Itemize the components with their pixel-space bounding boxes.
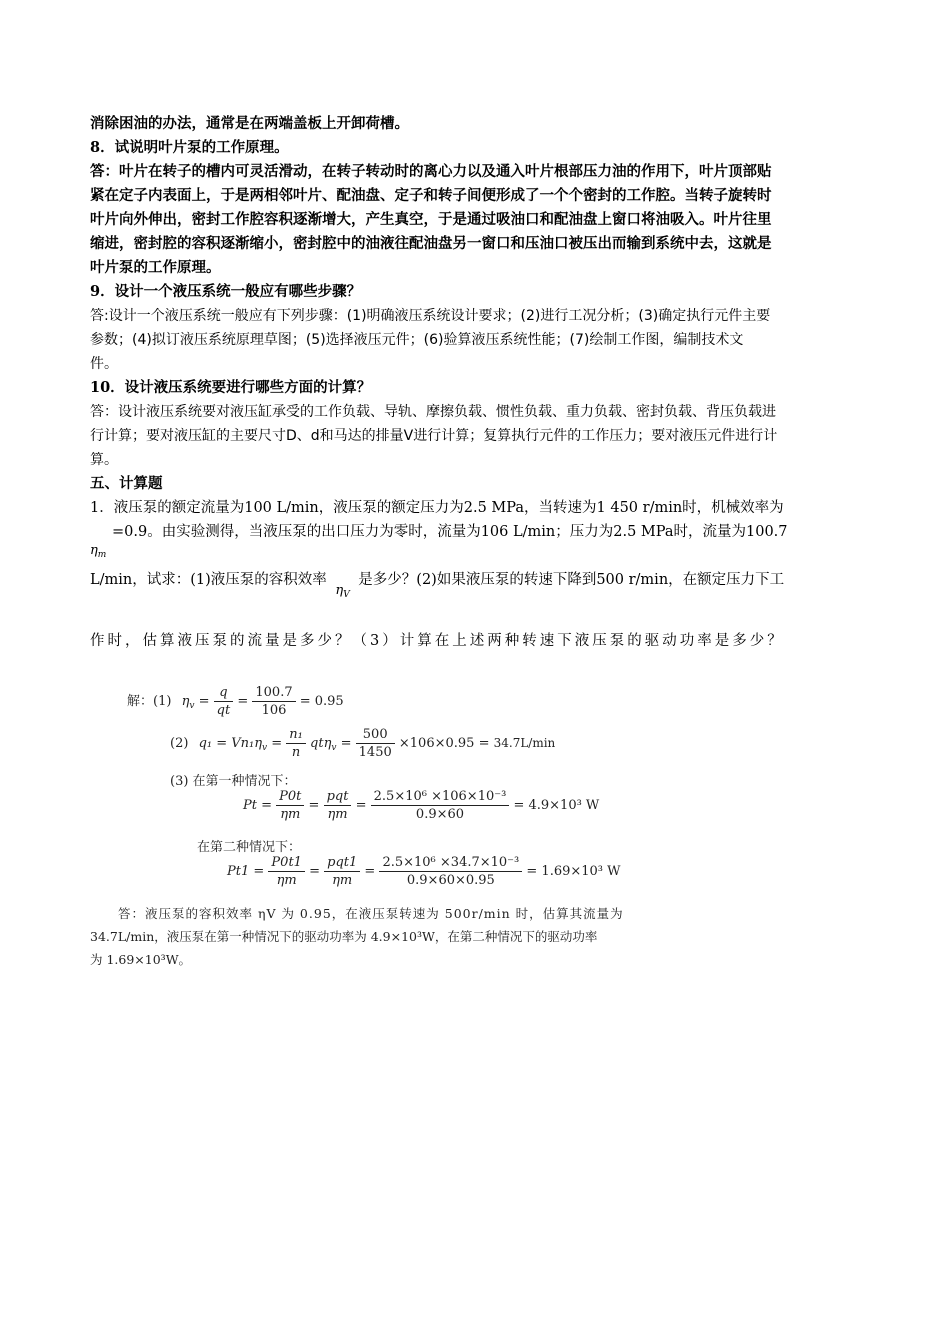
problem-1-line: L/min，试求：(1)液压泵的容积效率 $\eta_V$ 是多少？(2)如果液压泵的转速下降到500 r/min，在额定压力下工 (90, 568, 862, 607)
answer-8-line: 叶片向外伸出，密封工作腔容积逐渐增大，产生真空，于是通过吸油口和配油盘上窗口将油吸入。叶片往里 (90, 211, 772, 228)
answer-10-line: 算。 (90, 452, 118, 468)
answer-10-line: 行计算；要对液压缸的主要尺寸D、d和马达的排量V进行计算；复算执行元件的工作压力；要对液压元件进行计 (90, 428, 778, 444)
solution-step-1: 解：(1) $\eta_v$ = $\frac{q}{qt}$ = $\frac{100.7}{106}$ = 0.95 (127, 685, 344, 718)
eta-m-symbol: $\eta_m$ (90, 543, 107, 560)
answer-9-line: 答:设计一个液压系统一般应有下列步骤：(1)明确液压系统设计要求；(2)进行工况分析；(3)确定执行元件主要 (90, 308, 771, 324)
section-heading: 五、计算题 (90, 475, 163, 492)
answer-line: 答：液压泵的容积效率 ηV 为 0.95，在液压泵转速为 500r/min 时，估算其流量为 (118, 906, 624, 921)
question-10: 10．设计液压系统要进行哪些方面的计算？ (90, 379, 372, 396)
body-text (90, 112, 862, 653)
solution-step-4-label: 在第二种情况下： (197, 840, 302, 855)
eta-v-symbol: $\eta_V$ (335, 583, 350, 600)
answer-block (90, 902, 790, 971)
problem-1-line: 作时，估算液压泵的流量是多少？（3）计算在上述两种转速下液压泵的驱动功率是多少？ (90, 633, 785, 649)
solution-step-2: (2) $q_1 = Vn_1\eta_v$ = $\frac{\text{n₁}}{n}$ qtη$_v$ = $\frac{500}{1450}$ ×106×0.95 = 34.7L/min (170, 727, 556, 760)
answer-9-line: 件。 (90, 356, 118, 372)
question-9: 9．设计一个液压系统一般应有哪些步骤？ (90, 283, 362, 300)
answer-8-line: 缩进，密封腔的容积逐渐缩小，密封腔中的油液往配油盘另一窗口和压油口被压出而输到系统中去，这就是 (90, 235, 772, 252)
answer-8-line: 答：叶片在转子的槽内可灵活滑动，在转子转动时的离心力以及通入叶片根部压力油的作用下，叶片顶部贴 (90, 163, 772, 180)
answer-line: 34.7L/min，液压泵在第一种情况下的驱动功率为 4.9×10³W，在第二种情况下的驱动功率 (90, 929, 598, 944)
solution-block (115, 676, 805, 906)
solution-step-3: Pt = $\frac{P0t}{\eta m}$ = $\frac{\text{pqt}}{\eta m}$ = $\frac{\text{2.5×10⁶ ×106×10⁻³}}{0.9\times 60}$ = 4.9×10³ W (243, 789, 600, 822)
problem-1-line (90, 520, 862, 544)
answer-line: 为 1.69×10³W。 (90, 952, 192, 967)
answer-9-line: 参数；(4)拟订液压系统原理草图；(5)选择液压元件；(6)验算液压系统性能；(7)绘制工作图，编制技术文 (90, 332, 744, 348)
answer-8-line: 叶片泵的工作原理。 (90, 259, 221, 276)
answer-10-line: 答：设计液压系统要对液压缸承受的工作负载、导轨、摩擦负载、惯性负载、重力负载、密封负载、背压负载进 (90, 404, 776, 420)
answer-8-line: 紧在定子内表面上，于是两相邻叶片、配油盘、定子和转子间便形成了一个个密封的工作腔。当转子旋转时 (90, 187, 772, 204)
problem-1-line: 1．液压泵的额定流量为100 L/min，液压泵的额定压力为2.5 MPa，当转速为1 450 r/min时，机械效率为 (90, 500, 784, 516)
solution-step-3-label: (3) 在第一种情况下： (170, 774, 297, 789)
question-8: 8．试说明叶片泵的工作原理。 (90, 139, 289, 156)
text-line: 消除困油的办法，通常是在两端盖板上开卸荷槽。 (90, 115, 409, 132)
problem-1-text: =0.9。由实验测得，当液压泵的出口压力为零时，流量为106 L/min；压力为2.5 MPa时，流量为100.7 (112, 524, 788, 540)
solution-step-4: Pt1 = $\frac{P0t1}{\eta m}$ = $\frac{\text{pqt1}}{\eta m}$ = $\frac{\text{2.5×10⁶ ×34.7×10⁻³}}{0.9\times 60\times 0.95}$ = 1.69×10³ W (227, 855, 621, 888)
